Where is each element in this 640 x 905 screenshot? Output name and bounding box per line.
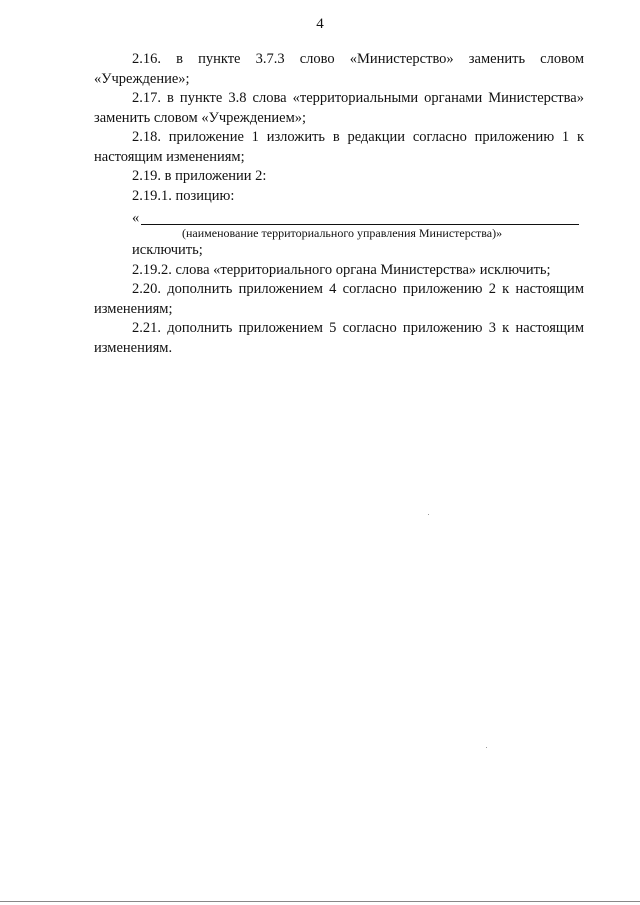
paragraph-2-20: 2.20. дополнить приложением 4 согласно приложению 2 к настоящим изменениям;	[94, 281, 584, 317]
page-number: 4	[316, 16, 324, 32]
open-quote: «	[132, 210, 140, 226]
paragraph-2-17: 2.17. в пункте 3.8 слова «территориальными органами Министерства» заменить словом «Учреждением»;	[94, 90, 584, 126]
blank-underline	[141, 214, 579, 225]
exclude-text: исключить;	[132, 242, 203, 258]
paragraph-2-19: 2.19. в приложении 2:	[132, 168, 267, 184]
paragraph-2-18: 2.18. приложение 1 изложить в редакции согласно приложению 1 к настоящим изменениям;	[94, 129, 584, 165]
blank-field-caption: (наименование территориального управления Министерства)»	[182, 226, 503, 240]
paragraph-2-16: 2.16. в пункте 3.7.3 слово «Министерство» заменить словом «Учреждение»;	[94, 51, 584, 87]
position-blank	[94, 207, 584, 241]
document-body	[94, 50, 584, 358]
page-bottom-edge	[0, 901, 640, 902]
paragraph-2-21: 2.21. дополнить приложением 5 согласно приложению 3 к настоящим изменениям.	[94, 320, 584, 356]
paragraph-2-19-1: 2.19.1. позицию:	[132, 187, 235, 204]
scan-speck	[486, 747, 487, 748]
paragraph-2-19-2: 2.19.2. слова «территориального органа Министерства» исключить;	[132, 261, 551, 278]
blank-field-line	[132, 207, 584, 225]
scan-speck	[428, 514, 429, 515]
